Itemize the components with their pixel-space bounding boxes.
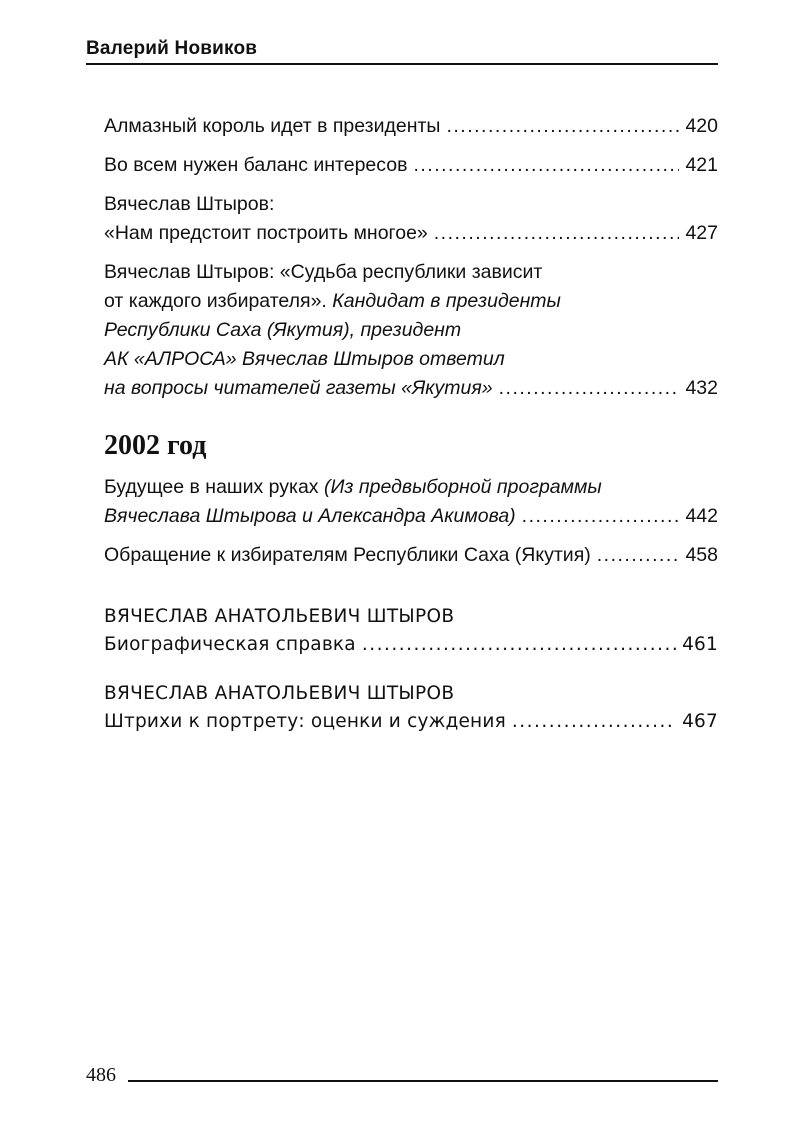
toc-entry-line [104,287,718,316]
toc-page-number: 427 [685,222,718,244]
toc-entry-line: Вячеслав Штыров: [104,193,275,215]
toc-page-number: 421 [685,154,718,176]
toc-entry-title: Алмазный король идет в президенты [104,115,441,137]
toc-entry-line [104,541,718,570]
toc-leader-dots [499,374,680,403]
toc-entry-line [104,502,718,531]
toc-entry-line [104,473,718,502]
toc-entry-title: Биографическая справка [104,634,356,655]
toc-entry [104,112,718,141]
toc-entry-title: Обращение к избирателям Республики Саха (Якутия) [104,544,591,566]
bio-heading: ВЯЧЕСЛАВ АНАТОЛЬЕВИЧ ШТЫРОВ [104,606,455,627]
toc-entry-line [104,219,718,248]
footer-page-number: 486 [86,1064,116,1086]
toc-leader-dots [597,541,680,570]
toc-entry-line [104,708,718,736]
toc-entry-annotation: на вопросы читателей газеты «Якутия» [104,377,493,399]
toc-entry-annotation: (Из предвыборной программы [323,476,602,498]
toc-entry-title: «Нам предстоит построить многое» [104,222,428,244]
toc-leader-dots [413,151,679,180]
toc-entry-title: Штрихи к портрету: оценки и суждения [104,711,506,732]
toc-leader-dots [522,502,680,531]
toc-leader-dots [362,631,676,659]
toc-entry-annotation: Кандидат в президенты [326,290,561,312]
section-title: 2002 год [104,430,207,461]
bio-entry [104,680,718,736]
bio-entry [104,603,718,659]
table-of-contents [104,112,718,580]
running-header [86,38,718,65]
toc-entry-text: от каждого избирателя». [104,290,327,312]
toc-entry [104,151,718,180]
toc-entry-line [104,374,718,403]
toc-entry-line: Вячеслав Штыров: «Судьба республики зависит [104,261,543,283]
toc-entry-title: Во всем нужен баланс интересов [104,154,408,176]
toc-leader-dots [446,112,679,141]
toc-entry-line [104,151,718,180]
toc-page-number: 467 [682,711,718,732]
toc-page-number: 420 [685,115,718,137]
toc-entry-annotation: АК «АЛРОСА» Вячеслав Штыров ответил [104,348,505,370]
header-author: Валерий Новиков [86,38,258,59]
toc-entry [104,541,718,570]
toc-entry-line [104,112,718,141]
bio-heading: ВЯЧЕСЛАВ АНАТОЛЬЕВИЧ ШТЫРОВ [104,683,455,704]
page-footer [86,1064,718,1086]
toc-page-number: 461 [682,634,718,655]
toc-page-number: 432 [685,377,718,399]
toc-entry-text: Будущее в наших руках [104,476,324,498]
toc-entry-annotation: Вячеслава Штырова и Александра Акимова) [104,505,516,527]
toc-entry [104,473,718,531]
toc-leader-dots [434,219,680,248]
toc-entry [104,258,718,403]
toc-page-number: 442 [685,505,718,527]
toc-entry [104,190,718,248]
toc-leader-dots [512,708,676,736]
toc-entry-line [104,631,718,659]
toc-page-number: 458 [685,544,718,566]
footer-rule [128,1080,718,1082]
toc-entry-annotation: Республики Саха (Якутия), президент [104,319,462,341]
